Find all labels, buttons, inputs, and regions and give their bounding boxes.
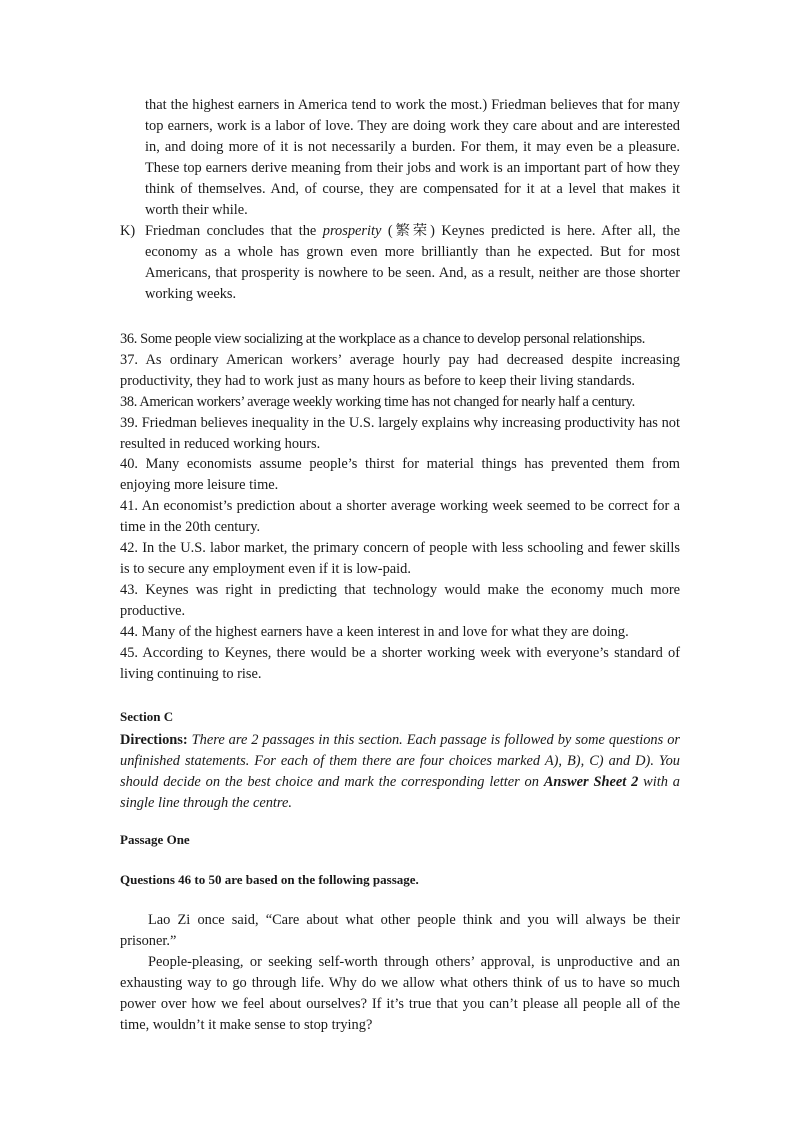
question-item: 38. American workers’ average weekly working time has not changed for nearly half a century. <box>120 393 635 410</box>
question-item: 42. In the U.S. labor market, the primary concern of people with less schooling and fewer skills is to secure any employment even if it is low-paid. <box>120 540 680 577</box>
questions-range-label: Questions 46 to 50 are based on the following passage. <box>120 872 419 887</box>
passage-paragraph: People-pleasing, or seeking self-worth through others’ approval, is unproductive and an exhausting way to go through life. Why do we allow what others think of us to have so much power over how we feel about ourselves? If it’s true that you can’t please all people all of the time, wouldn’t it make sense to stop trying? <box>120 953 680 1033</box>
directions-lead: Directions: <box>120 732 188 748</box>
directions-end: with a single line through the centre. <box>120 773 680 811</box>
item-text <box>120 221 680 305</box>
passage-label: Passage One <box>120 832 190 847</box>
directions-paragraph <box>120 730 680 814</box>
answer-sheet-label: Answer Sheet 2 <box>543 773 639 790</box>
list-item-k <box>120 221 680 305</box>
question-item: 37. As ordinary American workers’ average hourly pay had decreased despite increasing productivity, they had to work just as many hours as before to keep their living standards. <box>120 351 680 389</box>
question-item: 40. Many economists assume people’s thirst for material things has prevented them from enjoying more leisure time. <box>120 456 680 494</box>
chinese-gloss: (繁荣) <box>381 223 442 239</box>
item-label: K) <box>120 223 136 239</box>
section-heading: Section C <box>120 709 174 724</box>
directions-body: There are 2 passages in this section. Each passage is followed by some questions or unfinished statements. For each of them there are four choices marked A), B), C) and D). You should decide on the best choice and mark the corresponding letter on <box>120 732 680 790</box>
continuation-paragraph: that the highest earners in America tend to work the most.) Friedman believes that for many top earners, work is a labor of love. They are doing work they care about and are interested in, and doing more of it is not necessarily a burden. For them, it may even be a pleasure. These top earners derive meaning from their jobs and work is an important part of how they think of themselves. And, of course, they are compensated for it at a level that makes it worth their while. <box>145 97 680 218</box>
question-item: 36. Some people view socializing at the workplace as a chance to develop personal relationships. <box>120 331 646 347</box>
question-item: 43. Keynes was right in predicting that technology would make the economy much more productive. <box>120 581 680 619</box>
passage-text <box>120 910 680 1035</box>
question-item: 44. Many of the highest earners have a keen interest in and love for what they are doing. <box>120 623 629 640</box>
emphasis-word: prosperity <box>322 223 382 239</box>
passage-paragraph: Lao Zi once said, “Care about what other people think and you will always be their prisoner.” <box>120 912 680 949</box>
question-list <box>120 329 680 684</box>
question-item: 45. According to Keynes, there would be a shorter working week with everyone’s standard of living continuing to rise. <box>120 644 680 682</box>
item-text-before: Friedman concludes that the <box>145 223 323 239</box>
item-text-after: Keynes predicted is here. After all, the economy as a whole has grown even more brilliantly than he expected. But for most Americans, that prosperity is nowhere to be seen. And, as a result, neither are those shorter working weeks. <box>145 223 681 302</box>
question-item: 41. An economist’s prediction about a shorter average working week seemed to be correct for a time in the 20th century. <box>120 498 680 536</box>
question-item: 39. Friedman believes inequality in the U.S. largely explains why increasing productivity has not resulted in reduced working hours. <box>120 414 680 452</box>
